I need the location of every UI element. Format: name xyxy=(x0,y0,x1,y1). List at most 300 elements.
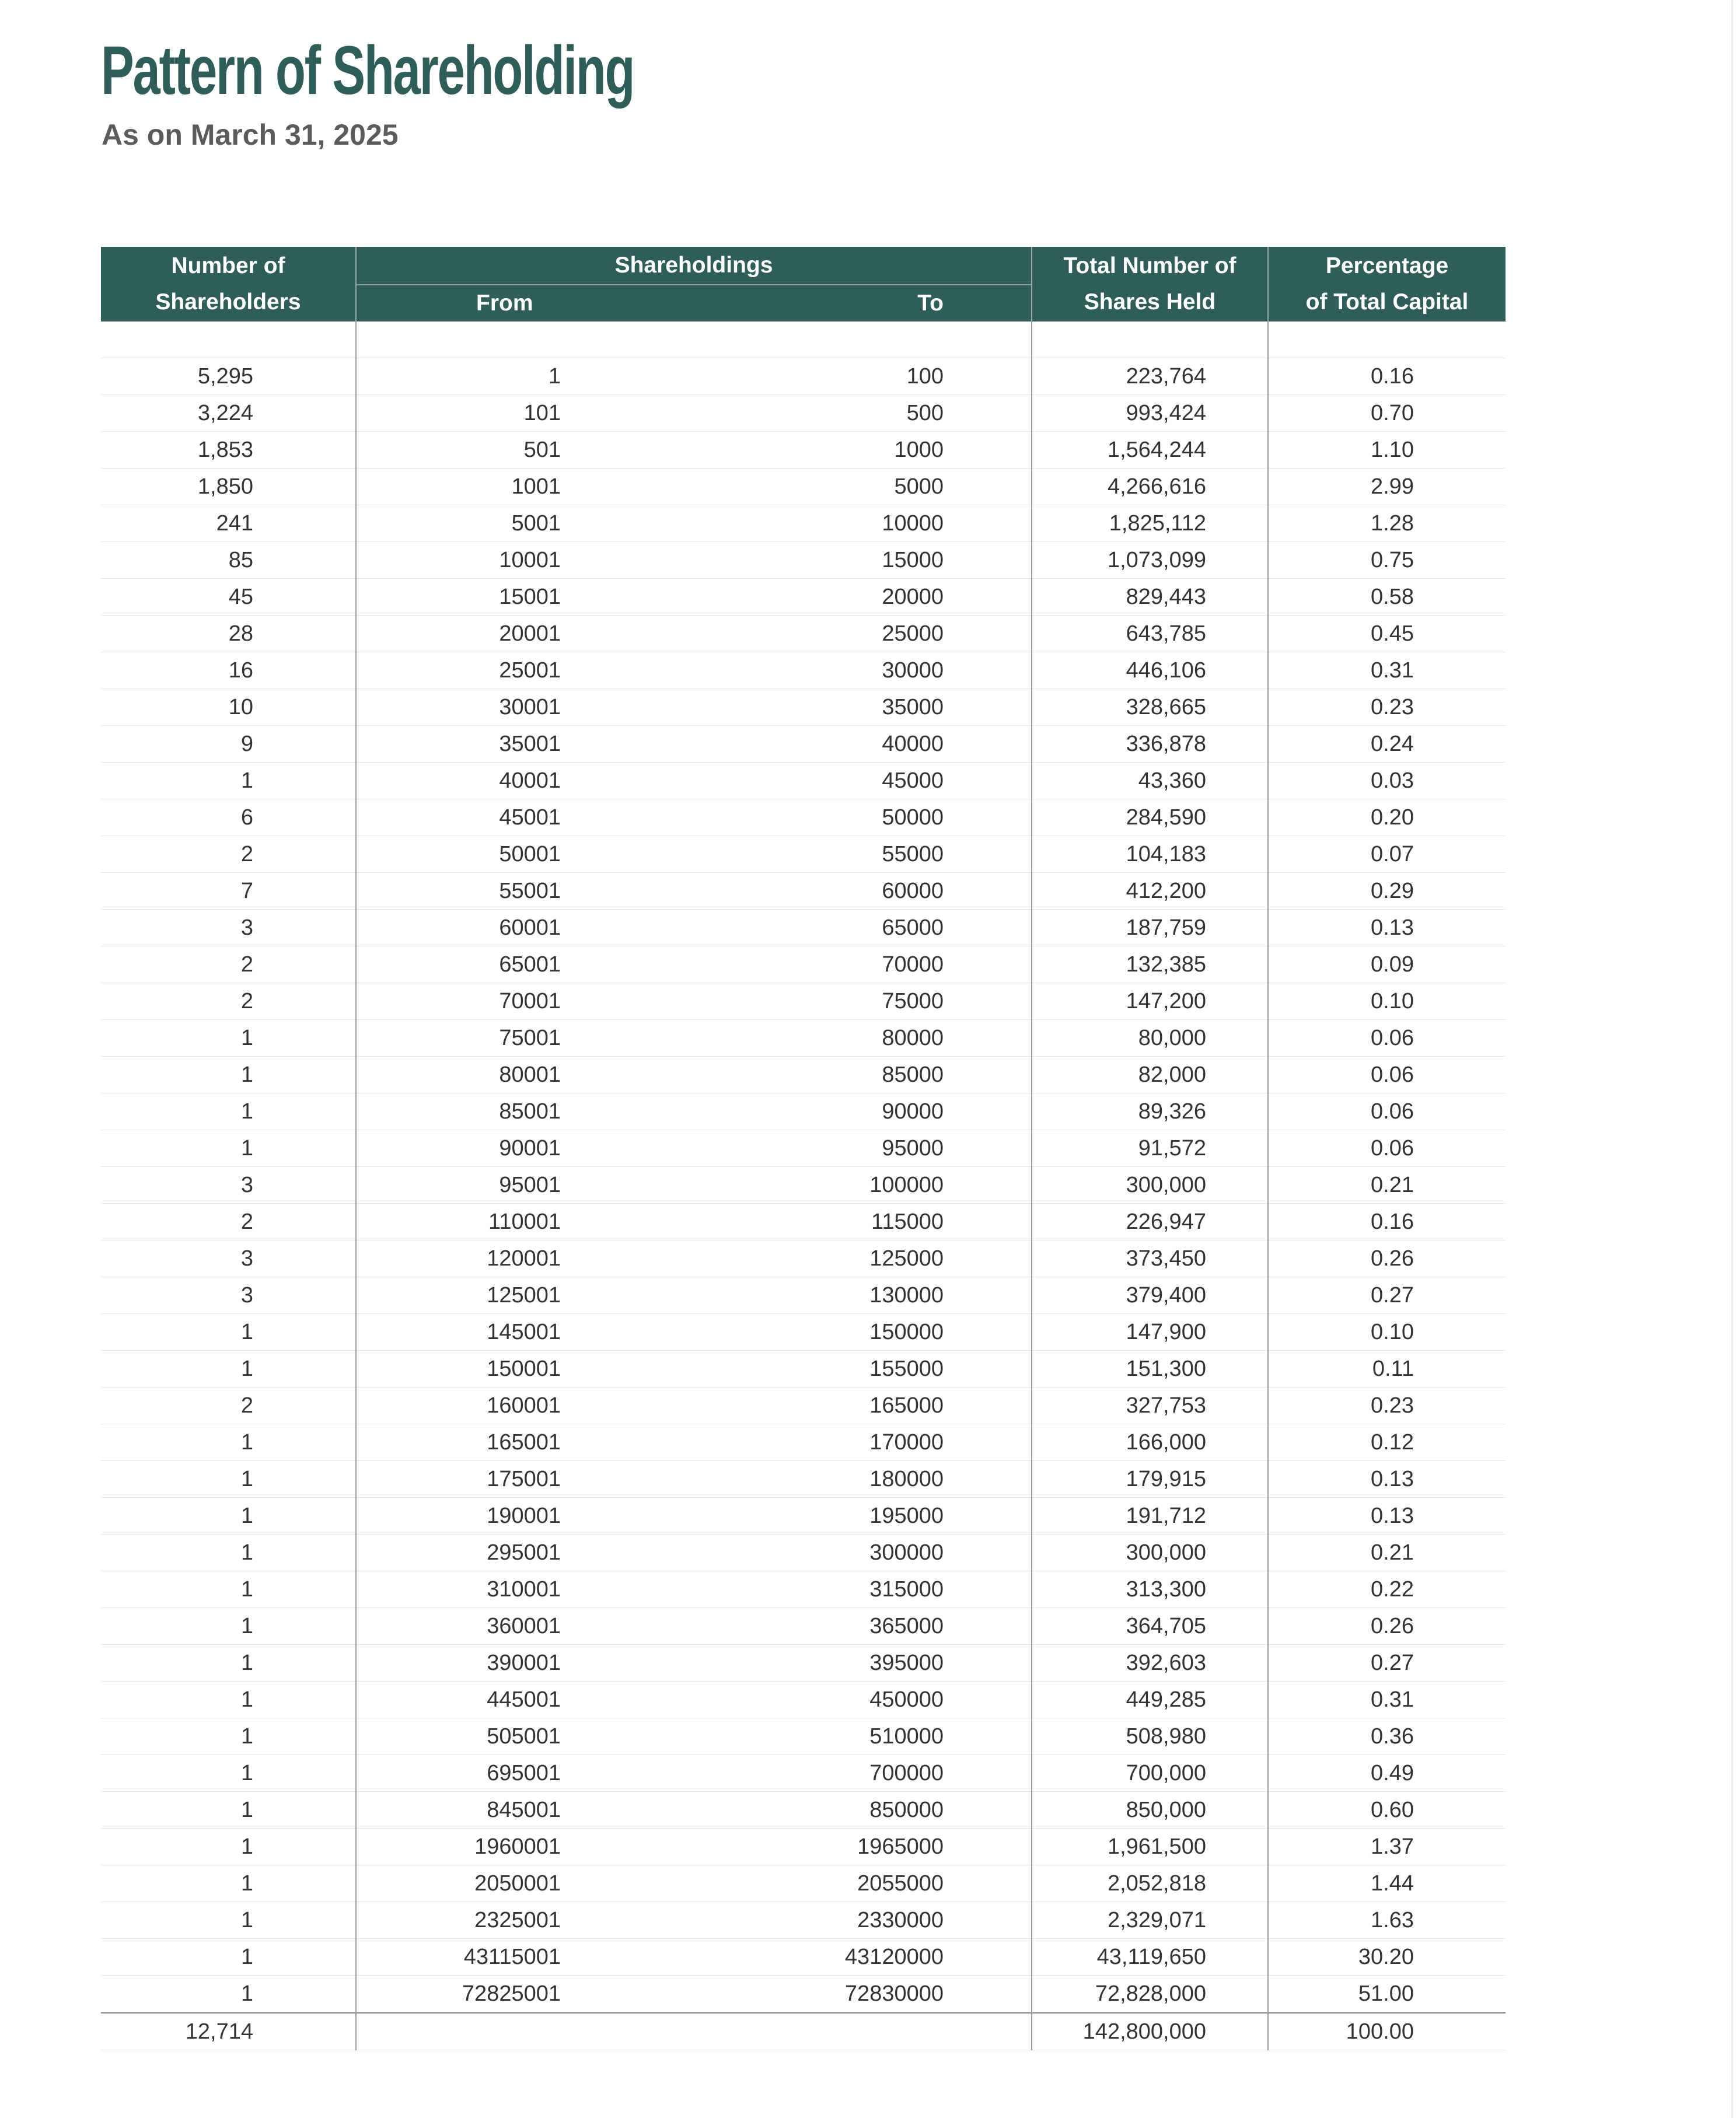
cell-total-shares: 373,450 xyxy=(1032,1240,1268,1277)
cell-from: 1001 xyxy=(511,474,561,499)
cell-to: 300000 xyxy=(869,1540,944,1565)
cell-shareholders: 1 xyxy=(101,1645,356,1682)
header-shareholdings: Shareholdings xyxy=(356,247,1032,285)
cell-to: 72830000 xyxy=(844,1981,944,2006)
cell-shareholders: 1 xyxy=(101,1351,356,1387)
cell-percentage: 0.13 xyxy=(1268,910,1506,946)
cell-total-shares: 91,572 xyxy=(1032,1130,1268,1167)
table-row xyxy=(101,799,1506,836)
cell-total-shares: 700,000 xyxy=(1032,1755,1268,1792)
table-row xyxy=(101,1535,1506,1571)
shareholding-table xyxy=(101,247,1506,2050)
cell-to: 45000 xyxy=(882,768,944,793)
header-to: To xyxy=(917,291,944,316)
table-header xyxy=(101,247,1506,321)
page-edge-rule xyxy=(1731,0,1733,2118)
cell-shareholding-range xyxy=(356,873,1032,910)
cell-shareholders: 3 xyxy=(101,1167,356,1204)
cell-shareholders: 1 xyxy=(101,1093,356,1130)
cell-total-shares: 151,300 xyxy=(1032,1351,1268,1387)
cell-from: 501 xyxy=(523,438,561,462)
cell-total-shares: 379,400 xyxy=(1032,1277,1268,1314)
cell-to: 510000 xyxy=(869,1724,944,1749)
cell-percentage: 0.11 xyxy=(1268,1351,1506,1387)
cell-shareholders: 3 xyxy=(101,1240,356,1277)
table-row xyxy=(101,1020,1506,1057)
cell-to: 95000 xyxy=(882,1136,944,1161)
cell-percentage: 0.12 xyxy=(1268,1424,1506,1461)
cell-shareholding-range xyxy=(356,1571,1032,1608)
cell-to: 100000 xyxy=(869,1173,944,1197)
cell-percentage: 0.16 xyxy=(1268,358,1506,395)
cell-percentage: 0.06 xyxy=(1268,1057,1506,1093)
cell-total-shares: 284,590 xyxy=(1032,799,1268,836)
table-row xyxy=(101,395,1506,432)
cell-shareholders: 1 xyxy=(101,1792,356,1829)
cell-total-shares: 508,980 xyxy=(1032,1718,1268,1755)
table-row xyxy=(101,689,1506,726)
table-row xyxy=(101,1829,1506,1865)
cell-percentage: 1.44 xyxy=(1268,1865,1506,1902)
table-row xyxy=(101,505,1506,542)
cell-shareholders: 1 xyxy=(101,1461,356,1498)
table-row xyxy=(101,579,1506,616)
table-row xyxy=(101,1351,1506,1387)
cell-shareholders: 241 xyxy=(101,505,356,542)
cell-shareholders: 10 xyxy=(101,689,356,726)
table-row xyxy=(101,1277,1506,1314)
cell-percentage: 0.20 xyxy=(1268,799,1506,836)
cell-to: 2055000 xyxy=(857,1871,944,1896)
cell-to: 1965000 xyxy=(857,1834,944,1859)
table-row xyxy=(101,946,1506,983)
cell-to: 365000 xyxy=(869,1614,944,1638)
total-shareholders: 12,714 xyxy=(101,2013,356,2050)
cell-shareholding-range xyxy=(356,983,1032,1020)
cell-total-shares: 179,915 xyxy=(1032,1461,1268,1498)
cell-total-shares: 191,712 xyxy=(1032,1498,1268,1535)
cell-from: 160001 xyxy=(487,1393,561,1418)
cell-total-shares: 1,825,112 xyxy=(1032,505,1268,542)
cell-percentage: 1.63 xyxy=(1268,1902,1506,1939)
cell-total-shares: 2,329,071 xyxy=(1032,1902,1268,1939)
cell-shareholding-range xyxy=(356,542,1032,579)
table-row xyxy=(101,469,1506,505)
cell-total-shares: 4,266,616 xyxy=(1032,469,1268,505)
header-from-to xyxy=(356,285,1032,321)
cell-shareholding-range xyxy=(356,1682,1032,1718)
cell-to: 43120000 xyxy=(844,1945,944,1969)
header-total-shares-line2: Shares Held xyxy=(1084,289,1216,314)
cell-percentage: 1.28 xyxy=(1268,505,1506,542)
cell-to: 65000 xyxy=(882,915,944,940)
header-from: From xyxy=(476,291,533,316)
cell-from: 145001 xyxy=(487,1320,561,1344)
cell-from: 2050001 xyxy=(474,1871,561,1896)
cell-from: 72825001 xyxy=(462,1981,561,2006)
cell-shareholders: 28 xyxy=(101,616,356,652)
cell-percentage: 0.09 xyxy=(1268,946,1506,983)
cell-percentage: 0.10 xyxy=(1268,1314,1506,1351)
cell-from: 60001 xyxy=(499,915,561,940)
cell-to: 315000 xyxy=(869,1577,944,1602)
cell-shareholders: 1 xyxy=(101,1865,356,1902)
cell-total-shares: 364,705 xyxy=(1032,1608,1268,1645)
table-row xyxy=(101,1755,1506,1792)
cell-total-shares: 132,385 xyxy=(1032,946,1268,983)
cell-to: 80000 xyxy=(882,1026,944,1050)
cell-from: 20001 xyxy=(499,621,561,646)
cell-percentage: 0.27 xyxy=(1268,1645,1506,1682)
cell-from: 445001 xyxy=(487,1687,561,1712)
cell-total-shares: 328,665 xyxy=(1032,689,1268,726)
cell-shareholders: 2 xyxy=(101,1387,356,1424)
cell-from: 845001 xyxy=(487,1798,561,1822)
cell-shareholding-range xyxy=(356,799,1032,836)
cell-to: 700000 xyxy=(869,1761,944,1785)
cell-from: 505001 xyxy=(487,1724,561,1749)
cell-from: 25001 xyxy=(499,658,561,683)
table-row xyxy=(101,1792,1506,1829)
cell-shareholding-range xyxy=(356,1608,1032,1645)
cell-to: 20000 xyxy=(882,585,944,609)
cell-shareholders: 2 xyxy=(101,1204,356,1240)
cell-shareholding-range xyxy=(356,432,1032,469)
cell-percentage: 0.60 xyxy=(1268,1792,1506,1829)
cell-shareholders: 2 xyxy=(101,983,356,1020)
cell-from: 45001 xyxy=(499,805,561,830)
cell-shareholding-range xyxy=(356,1093,1032,1130)
cell-total-shares: 300,000 xyxy=(1032,1167,1268,1204)
cell-shareholders: 5,295 xyxy=(101,358,356,395)
cell-shareholders: 1,853 xyxy=(101,432,356,469)
cell-from: 75001 xyxy=(499,1026,561,1050)
cell-percentage: 0.70 xyxy=(1268,395,1506,432)
header-total-shares-line1: Total Number of xyxy=(1063,253,1236,278)
table-row xyxy=(101,1130,1506,1167)
cell-shareholders: 3 xyxy=(101,1277,356,1314)
table-row xyxy=(101,1682,1506,1718)
cell-percentage: 0.21 xyxy=(1268,1167,1506,1204)
cell-total-shares: 43,360 xyxy=(1032,763,1268,799)
header-shareholders-line1: Number of xyxy=(171,253,285,278)
cell-to: 165000 xyxy=(869,1393,944,1418)
cell-total-shares: 147,200 xyxy=(1032,983,1268,1020)
cell-to: 10000 xyxy=(882,511,944,536)
cell-total-shares: 166,000 xyxy=(1032,1424,1268,1461)
table-row xyxy=(101,542,1506,579)
header-percentage xyxy=(1268,247,1506,321)
cell-from: 90001 xyxy=(499,1136,561,1161)
cell-shareholders: 9 xyxy=(101,726,356,763)
cell-shareholding-range xyxy=(356,1351,1032,1387)
cell-percentage: 0.06 xyxy=(1268,1020,1506,1057)
cell-from: 120001 xyxy=(487,1246,561,1271)
cell-percentage: 0.31 xyxy=(1268,1682,1506,1718)
table-row xyxy=(101,1718,1506,1755)
cell-shareholders: 1 xyxy=(101,1718,356,1755)
cell-shareholding-range xyxy=(356,395,1032,432)
table-row xyxy=(101,616,1506,652)
cell-to: 15000 xyxy=(882,548,944,572)
cell-to: 35000 xyxy=(882,695,944,719)
cell-to: 170000 xyxy=(869,1430,944,1455)
table-row xyxy=(101,910,1506,946)
cell-shareholding-range xyxy=(356,763,1032,799)
cell-from: 1960001 xyxy=(474,1834,561,1859)
cell-percentage: 0.75 xyxy=(1268,542,1506,579)
cell-shareholding-range xyxy=(356,1718,1032,1755)
cell-shareholders: 1 xyxy=(101,1902,356,1939)
cell-percentage: 0.31 xyxy=(1268,652,1506,689)
cell-percentage: 0.27 xyxy=(1268,1277,1506,1314)
cell-to: 90000 xyxy=(882,1099,944,1124)
cell-from: 43115001 xyxy=(463,1945,561,1969)
cell-percentage: 0.36 xyxy=(1268,1718,1506,1755)
cell-total-shares: 1,073,099 xyxy=(1032,542,1268,579)
cell-from: 65001 xyxy=(499,952,561,977)
cell-to: 85000 xyxy=(882,1063,944,1087)
page-subtitle: As on March 31, 2025 xyxy=(102,118,399,151)
table-row xyxy=(101,1461,1506,1498)
cell-to: 5000 xyxy=(894,474,944,499)
table-row xyxy=(101,983,1506,1020)
cell-from: 175001 xyxy=(487,1467,561,1491)
cell-shareholding-range xyxy=(356,1387,1032,1424)
cell-total-shares: 412,200 xyxy=(1032,873,1268,910)
cell-shareholding-range xyxy=(356,910,1032,946)
cell-shareholders: 1 xyxy=(101,1755,356,1792)
cell-percentage: 0.49 xyxy=(1268,1755,1506,1792)
cell-shareholders: 1 xyxy=(101,1976,356,2013)
header-shareholders-line2: Shareholders xyxy=(155,289,301,314)
cell-shareholding-range xyxy=(356,726,1032,763)
cell-to: 115000 xyxy=(871,1210,944,1234)
cell-from: 110001 xyxy=(488,1210,561,1234)
cell-shareholders: 3 xyxy=(101,910,356,946)
cell-shareholding-range xyxy=(356,1461,1032,1498)
cell-percentage: 0.03 xyxy=(1268,763,1506,799)
table-row xyxy=(101,1865,1506,1902)
cell-shareholding-range xyxy=(356,1314,1032,1351)
cell-total-shares: 82,000 xyxy=(1032,1057,1268,1093)
cell-shareholders: 1 xyxy=(101,1939,356,1976)
cell-from: 2325001 xyxy=(474,1908,561,1932)
cell-shareholders: 1 xyxy=(101,1608,356,1645)
cell-from: 1 xyxy=(548,364,561,389)
cell-percentage: 51.00 xyxy=(1268,1976,1506,2013)
header-percentage-line2: of Total Capital xyxy=(1305,289,1469,314)
cell-shareholding-range xyxy=(356,1424,1032,1461)
cell-from: 101 xyxy=(523,401,561,425)
cell-shareholding-range xyxy=(356,1645,1032,1682)
cell-shareholding-range xyxy=(356,579,1032,616)
cell-shareholding-range xyxy=(356,946,1032,983)
cell-to: 50000 xyxy=(882,805,944,830)
cell-percentage: 30.20 xyxy=(1268,1939,1506,1976)
table-row xyxy=(101,873,1506,910)
table-row xyxy=(101,1240,1506,1277)
cell-shareholders: 1 xyxy=(101,763,356,799)
cell-total-shares: 643,785 xyxy=(1032,616,1268,652)
table-row xyxy=(101,763,1506,799)
cell-percentage: 0.07 xyxy=(1268,836,1506,873)
cell-to: 100 xyxy=(906,364,944,389)
cell-to: 195000 xyxy=(869,1504,944,1528)
cell-shareholders: 1 xyxy=(101,1571,356,1608)
cell-total-shares: 327,753 xyxy=(1032,1387,1268,1424)
cell-percentage: 1.37 xyxy=(1268,1829,1506,1865)
cell-percentage: 0.22 xyxy=(1268,1571,1506,1608)
cell-shareholders: 1 xyxy=(101,1130,356,1167)
cell-shareholders: 85 xyxy=(101,542,356,579)
cell-shareholding-range xyxy=(356,1792,1032,1829)
cell-percentage: 0.23 xyxy=(1268,1387,1506,1424)
cell-shareholding-range xyxy=(356,1130,1032,1167)
cell-percentage: 0.21 xyxy=(1268,1535,1506,1571)
cell-shareholding-range xyxy=(356,358,1032,395)
cell-shareholders: 1 xyxy=(101,1424,356,1461)
cell-from: 30001 xyxy=(499,695,561,719)
cell-from: 80001 xyxy=(499,1063,561,1087)
cell-from: 125001 xyxy=(487,1283,561,1308)
page-title: Pattern of Shareholding xyxy=(101,32,634,109)
cell-to: 55000 xyxy=(882,842,944,866)
total-percentage: 100.00 xyxy=(1268,2013,1506,2050)
cell-shareholding-range xyxy=(356,1204,1032,1240)
cell-total-shares: 72,828,000 xyxy=(1032,1976,1268,2013)
cell-total-shares: 392,603 xyxy=(1032,1645,1268,1682)
total-row xyxy=(101,2013,1506,2050)
cell-from: 295001 xyxy=(487,1540,561,1565)
cell-shareholding-range xyxy=(356,652,1032,689)
table-row xyxy=(101,1498,1506,1535)
cell-to: 450000 xyxy=(869,1687,944,1712)
cell-from: 50001 xyxy=(499,842,561,866)
cell-from: 5001 xyxy=(511,511,561,536)
cell-shareholders: 1 xyxy=(101,1498,356,1535)
table-row xyxy=(101,432,1506,469)
cell-percentage: 0.06 xyxy=(1268,1093,1506,1130)
cell-from: 35001 xyxy=(499,732,561,756)
cell-shareholders: 1 xyxy=(101,1535,356,1571)
table-row xyxy=(101,1093,1506,1130)
cell-to: 130000 xyxy=(869,1283,944,1308)
cell-total-shares: 829,443 xyxy=(1032,579,1268,616)
cell-total-shares: 187,759 xyxy=(1032,910,1268,946)
cell-percentage: 0.26 xyxy=(1268,1240,1506,1277)
cell-total-shares: 226,947 xyxy=(1032,1204,1268,1240)
total-range xyxy=(356,2013,1032,2050)
cell-total-shares: 147,900 xyxy=(1032,1314,1268,1351)
cell-shareholders: 3,224 xyxy=(101,395,356,432)
cell-total-shares: 80,000 xyxy=(1032,1020,1268,1057)
cell-total-shares: 336,878 xyxy=(1032,726,1268,763)
table-row xyxy=(101,726,1506,763)
cell-shareholding-range xyxy=(356,1020,1032,1057)
cell-percentage: 0.06 xyxy=(1268,1130,1506,1167)
cell-shareholders: 45 xyxy=(101,579,356,616)
cell-shareholding-range xyxy=(356,836,1032,873)
table-row xyxy=(101,1645,1506,1682)
cell-to: 850000 xyxy=(869,1798,944,1822)
cell-shareholders: 1,850 xyxy=(101,469,356,505)
cell-total-shares: 1,961,500 xyxy=(1032,1829,1268,1865)
table-body xyxy=(101,321,1506,2050)
cell-percentage: 1.10 xyxy=(1268,432,1506,469)
cell-shareholders: 2 xyxy=(101,946,356,983)
table-row xyxy=(101,836,1506,873)
cell-from: 360001 xyxy=(487,1614,561,1638)
cell-to: 75000 xyxy=(882,989,944,1013)
cell-percentage: 2.99 xyxy=(1268,469,1506,505)
table-row xyxy=(101,652,1506,689)
cell-from: 310001 xyxy=(487,1577,561,1602)
cell-shareholding-range xyxy=(356,505,1032,542)
cell-percentage: 0.58 xyxy=(1268,579,1506,616)
cell-shareholding-range xyxy=(356,1865,1032,1902)
table-row xyxy=(101,1424,1506,1461)
header-percentage-line1: Percentage xyxy=(1325,253,1449,278)
cell-to: 500 xyxy=(906,401,944,425)
cell-total-shares: 104,183 xyxy=(1032,836,1268,873)
cell-from: 10001 xyxy=(499,548,561,572)
table-row xyxy=(101,1939,1506,1976)
cell-to: 25000 xyxy=(882,621,944,646)
cell-to: 70000 xyxy=(882,952,944,977)
table-row xyxy=(101,1571,1506,1608)
cell-shareholders: 1 xyxy=(101,1057,356,1093)
table-row xyxy=(101,1204,1506,1240)
cell-percentage: 0.24 xyxy=(1268,726,1506,763)
cell-total-shares: 300,000 xyxy=(1032,1535,1268,1571)
cell-shareholding-range xyxy=(356,616,1032,652)
cell-total-shares: 89,326 xyxy=(1032,1093,1268,1130)
cell-percentage: 0.29 xyxy=(1268,873,1506,910)
cell-shareholders: 2 xyxy=(101,836,356,873)
cell-shareholding-range xyxy=(356,1277,1032,1314)
cell-to: 395000 xyxy=(869,1651,944,1675)
cell-shareholding-range xyxy=(356,1976,1032,2013)
cell-total-shares: 2,052,818 xyxy=(1032,1865,1268,1902)
cell-percentage: 0.45 xyxy=(1268,616,1506,652)
cell-from: 15001 xyxy=(499,585,561,609)
cell-total-shares: 43,119,650 xyxy=(1032,1939,1268,1976)
table-row xyxy=(101,1167,1506,1204)
header-spacer xyxy=(101,321,1506,358)
cell-shareholding-range xyxy=(356,1939,1032,1976)
cell-to: 155000 xyxy=(869,1357,944,1381)
cell-to: 30000 xyxy=(882,658,944,683)
cell-shareholding-range xyxy=(356,1057,1032,1093)
cell-shareholding-range xyxy=(356,1829,1032,1865)
cell-percentage: 0.10 xyxy=(1268,983,1506,1020)
cell-shareholding-range xyxy=(356,1240,1032,1277)
table-row xyxy=(101,1314,1506,1351)
cell-from: 150001 xyxy=(487,1357,561,1381)
cell-from: 70001 xyxy=(499,989,561,1013)
table-row xyxy=(101,1057,1506,1093)
cell-percentage: 0.13 xyxy=(1268,1461,1506,1498)
cell-percentage: 0.16 xyxy=(1268,1204,1506,1240)
cell-percentage: 0.13 xyxy=(1268,1498,1506,1535)
table-row xyxy=(101,1387,1506,1424)
cell-to: 1000 xyxy=(894,438,944,462)
cell-from: 40001 xyxy=(499,768,561,793)
cell-shareholding-range xyxy=(356,689,1032,726)
cell-to: 125000 xyxy=(869,1246,944,1271)
cell-shareholders: 6 xyxy=(101,799,356,836)
